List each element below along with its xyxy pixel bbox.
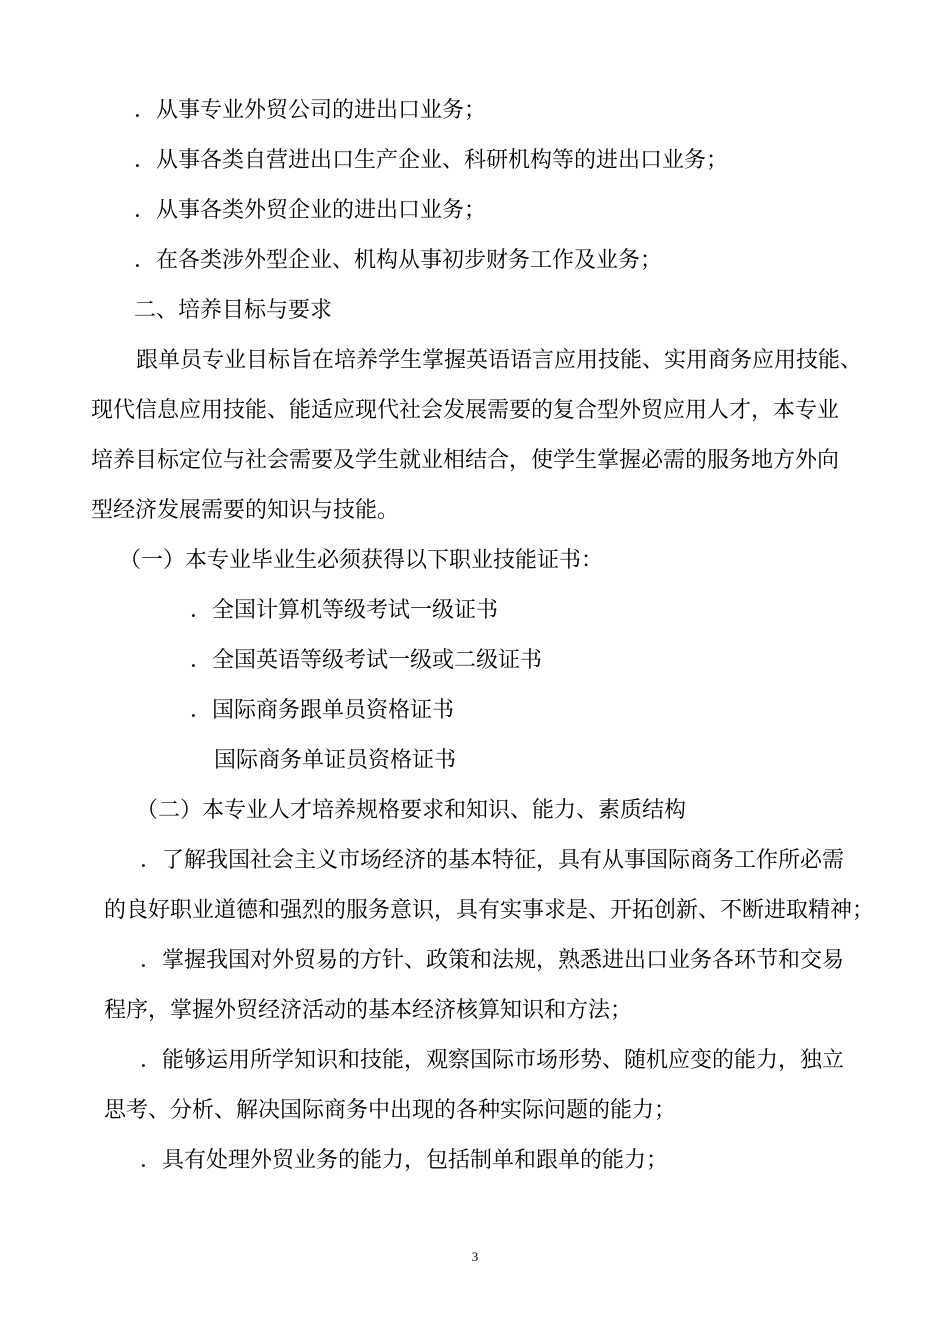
section-heading: 二、培养目标与要求 — [134, 298, 333, 323]
goal-paragraph-line: 型经济发展需要的知识与技能。 — [91, 498, 400, 523]
page-number: 3 — [471, 1249, 479, 1264]
certificate-item: 国际商务单证员资格证书 — [214, 748, 457, 773]
scope-item: ．从事专业外贸公司的进出口业务； — [134, 98, 487, 123]
goal-paragraph-line: 跟单员专业目标旨在培养学生掌握英语语言应用技能、实用商务应用技能、 — [136, 348, 863, 373]
certificate-item: ．国际商务跟单员资格证书 — [190, 698, 455, 723]
certificate-item: ．全国计算机等级考试一级证书 — [190, 598, 499, 623]
requirement-item: ．具有处理外贸业务的能力，包括制单和跟单的能力； — [140, 1148, 669, 1173]
requirement-item: ．掌握我国对外贸易的方针、政策和法规，熟悉进出口业务各环节和交易 — [140, 948, 845, 973]
scope-item: ．从事各类自营进出口生产企业、科研机构等的进出口业务； — [134, 148, 729, 173]
requirement-item: ．了解我国社会主义市场经济的基本特征，具有从事国际商务工作所必需 — [140, 848, 845, 873]
requirement-item: 思考、分析、解决国际商务中出现的各种实际问题的能力； — [104, 1098, 677, 1123]
scope-item: ．在各类涉外型企业、机构从事初步财务工作及业务； — [134, 248, 663, 273]
requirement-item: 程序，掌握外贸经济活动的基本经济核算知识和方法； — [104, 998, 633, 1023]
subsection-heading: （二）本专业人才培养规格要求和知识、能力、素质结构 — [136, 798, 687, 823]
certificate-item: ．全国英语等级考试一级或二级证书 — [190, 648, 543, 673]
subsection-heading: （一）本专业毕业生必须获得以下职业技能证书： — [119, 548, 604, 573]
goal-paragraph-line: 培养目标定位与社会需要及学生就业相结合，使学生掌握必需的服务地方外向 — [91, 448, 840, 473]
requirement-item: ．能够运用所学知识和技能，观察国际市场形势、随机应变的能力，独立 — [140, 1048, 845, 1073]
goal-paragraph-line: 现代信息应用技能、能适应现代社会发展需要的复合型外贸应用人才，本专业 — [91, 398, 840, 423]
requirement-item: 的良好职业道德和强烈的服务意识，具有实事求是、开拓创新、不断进取精神； — [104, 898, 875, 923]
scope-item: ．从事各类外贸企业的进出口业务； — [134, 198, 487, 223]
